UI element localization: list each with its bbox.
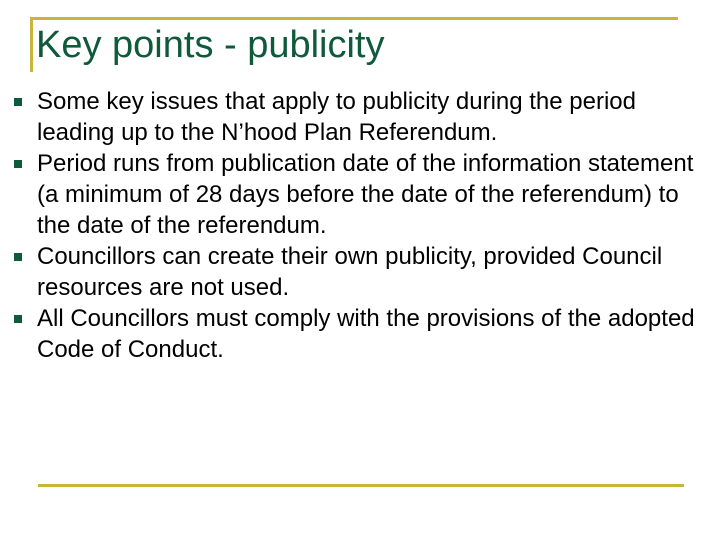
bullet-item xyxy=(14,241,704,303)
bullet-text: All Councillors must comply with the provisions of the adopted Code of Conduct. xyxy=(37,305,695,363)
bullet-item xyxy=(14,148,704,241)
bullet-text: Period runs from publication date of the information statement (a minimum of 28 days before the date of the referendum) to the date of the referendum. xyxy=(37,150,694,239)
bullet-text: Some key issues that apply to publicity during the period leading up to the N’hood Plan Referendum. xyxy=(37,88,637,146)
square-bullet-icon xyxy=(14,315,22,323)
title-frame-top-rule xyxy=(30,17,678,20)
square-bullet-icon xyxy=(14,253,22,261)
slide-title: Key points - publicity xyxy=(36,24,385,66)
bullet-text: Councillors can create their own publicity, provided Council resources are not used. xyxy=(37,243,663,301)
square-bullet-icon xyxy=(14,98,22,106)
bullet-item xyxy=(14,86,704,148)
bottom-rule xyxy=(38,484,684,487)
bullet-list xyxy=(14,86,704,365)
title-frame-left-rule xyxy=(30,17,33,72)
bullet-item xyxy=(14,303,704,365)
square-bullet-icon xyxy=(14,160,22,168)
